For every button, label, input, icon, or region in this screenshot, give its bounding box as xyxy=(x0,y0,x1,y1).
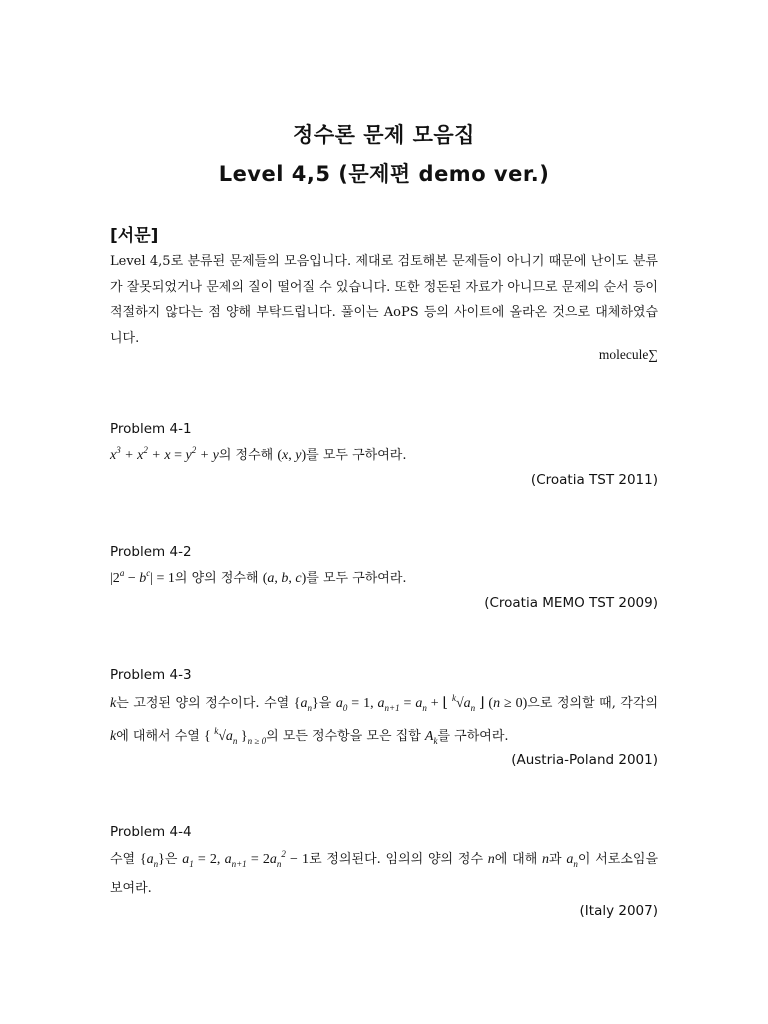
problem-statement: $|2^a - b^c| = 1$의 양의 정수해 (a, b, c)를 모두 구하여라. xyxy=(110,568,407,586)
problem-header: Problem 4-3 xyxy=(110,667,192,683)
equation: $a_1 = 2$, $a_{n+1} = 2a_n^2 - 1$ xyxy=(182,849,310,869)
equation: $\{a_n\}$ xyxy=(293,696,319,713)
problem-source: (Croatia MEMO TST 2009) xyxy=(484,595,658,611)
document-subtitle: Level 4,5 (문제편 demo ver.) xyxy=(218,162,550,186)
equation: { $^k√a_n$ }$_{n \ge 0}$ xyxy=(203,726,267,746)
equation: $\{a_n\}$ xyxy=(139,852,165,869)
equation: $x^3 + x^2 + x = y^2 + y$ xyxy=(110,445,219,463)
equation: (a, b, c) xyxy=(262,571,307,586)
problem-header: Problem 4-4 xyxy=(110,824,192,840)
problem-header: Problem 4-2 xyxy=(110,544,192,560)
intro-heading: [서문] xyxy=(110,226,159,246)
equation: $|2^a - b^c| = 1$ xyxy=(110,568,175,586)
problem-statement: 수열 $\{a_n\}$은 $a_1 = 2$, $a_{n+1} = 2a_n^2 - 1$로 정의된다. 임의의 양의 정수 n에 대해 n과 $a_n$이 서로소임을 보여라. xyxy=(110,849,659,896)
intro-text: Level 4,5로 분류된 문제들의 모음입니다. 제대로 검토해본 문제들이 아니기 때문에 난이도 분류가 잘못되었거나 문제의 질이 떨어질 수 있습니다. 또한 정돈된 자료가 아니므로 문제의 순서 등이 적절하지 않다는 점 양해 부탁드립니다. 풀이는 AoPS 등의 사이트에 올라온 것으로 대체하였습니다. xyxy=(110,254,658,346)
document-title: 정수론 문제 모음집 xyxy=(293,123,475,147)
equation: $a_0 = 1$, $a_{n+1} = a_n$ + ⌊ $^k√a_n$ ⌋ (n ≥ 0) xyxy=(335,693,528,713)
problem-statement: k는 고정된 양의 정수이다. 수열 $\{a_n\}$을 $a_0 = 1$, $a_{n+1} = a_n$ + ⌊ $^k√a_n$ ⌋ (n ≥ 0)으로 정의할 때, 각각의 k에 대해서 수열 { $^k√a_n$ }$_{n \ge 0}$의 모든 정수항을 모은 집합 $A_k$를 구하여라. xyxy=(110,693,659,746)
problem-source: (Italy 2007) xyxy=(579,903,658,919)
problem-statement: $x^3 + x^2 + x = y^2 + y$의 정수해 (x, y)를 모두 구하여라. xyxy=(110,445,407,463)
equation: (x, y) xyxy=(277,448,307,463)
problem-source: (Croatia TST 2011) xyxy=(530,472,658,488)
author-signature: molecule∑ xyxy=(598,347,658,362)
problem-header: Problem 4-1 xyxy=(110,421,192,437)
problem-source: (Austria-Poland 2001) xyxy=(511,752,658,768)
